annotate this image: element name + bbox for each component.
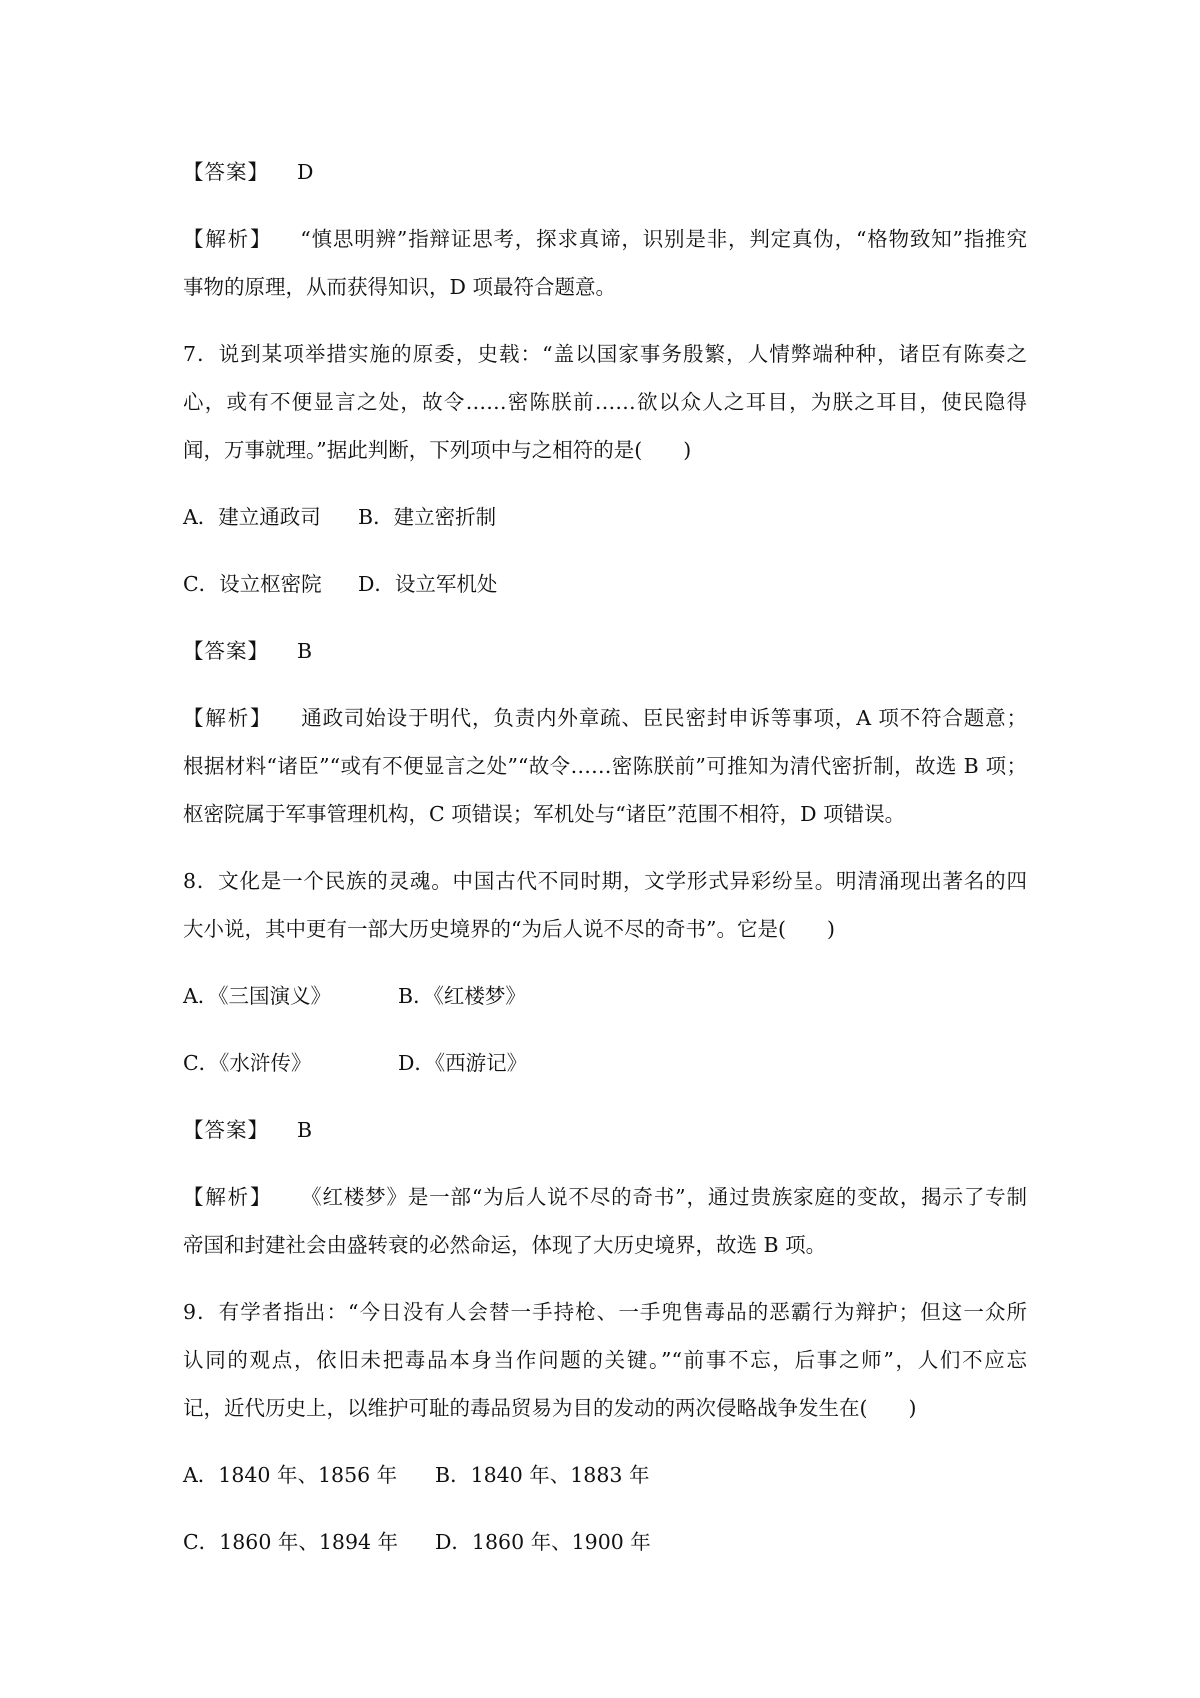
q7-analysis-line-3: 枢密院属于军事管理机构，C 项错误；军机处与“诸臣”范围不相符，D 项错误。: [183, 802, 906, 826]
q9-option-c: C．1860 年、1894 年: [183, 1530, 399, 1554]
q7-analysis-line-1: 【解析】 通政司始设于明代，负责内外章疏、臣民密封申诉等事项，A 项不符合题意；: [183, 706, 1027, 730]
q9-options-row-2: [183, 1529, 651, 1555]
q7-option-d: D．设立军机处: [358, 572, 498, 596]
q8-analysis-line-1: 【解析】 《红楼梦》是一部“为后人说不尽的奇书”，通过贵族家庭的变故，揭示了专制: [183, 1185, 1027, 1209]
q6-answer: 【答案】 D: [183, 160, 314, 184]
q7-options-row-2: [183, 571, 497, 597]
q8-option-d: D．《西游记》: [398, 1051, 528, 1075]
q8-options-row-1: [183, 983, 526, 1009]
q8-stem-line-1: 8．文化是一个民族的灵魂。中国古代不同时期，文学形式异彩纷呈。明清涌现出著名的四: [183, 869, 1027, 893]
q7-stem-line-1: 7．说到某项举措实施的原委，史载：“盖以国家事务殷繁，人情弊端种种，诸臣有陈奏之: [183, 342, 1027, 366]
q7-option-c: C．设立枢密院: [183, 572, 322, 596]
q8-option-c: C．《水浒传》: [183, 1051, 312, 1075]
q8-answer: 【答案】 B: [183, 1118, 313, 1142]
q7-answer: 【答案】 B: [183, 639, 313, 663]
q8-analysis-line-2: 帝国和封建社会由盛转衰的必然命运，体现了大历史境界，故选 B 项。: [183, 1233, 827, 1257]
q7-stem-line-3: 闻，万事就理。”据此判断，下列项中与之相符的是( ): [183, 438, 692, 462]
q7-stem-line-2: 心，或有不便显言之处，故令……密陈朕前……欲以众人之耳目，为朕之耳目，使民隐得: [183, 390, 1027, 414]
q7-option-a: A．建立通政司: [183, 505, 321, 529]
q8-options-row-2: [183, 1050, 527, 1076]
q9-stem-line-3: 记，近代历史上，以维护可耻的毒品贸易为目的发动的两次侵略战争发生在( ): [183, 1396, 917, 1420]
q9-option-b: B．1840 年、1883 年: [435, 1463, 650, 1487]
q7-option-b: B．建立密折制: [358, 505, 497, 529]
q9-stem-line-1: 9．有学者指出：“今日没有人会替一手持枪、一手兜售毒品的恶霸行为辩护；但这一众所: [183, 1300, 1027, 1324]
q6-analysis-line-1: 【解析】 “慎思明辨”指辩证思考，探求真谛，识别是非，判定真伪，“格物致知”指推究: [183, 227, 1028, 251]
q9-stem-line-2: 认同的观点，依旧未把毒品本身当作问题的关键。”“前事不忘，后事之师”，人们不应忘: [183, 1348, 1027, 1372]
q8-option-a: A．《三国演义》: [183, 984, 332, 1008]
q6-analysis-line-2: 事物的原理，从而获得知识，D 项最符合题意。: [183, 275, 616, 299]
q7-analysis-line-2: 根据材料“诸臣”“或有不便显言之处”“故令……密陈朕前”可推知为清代密折制，故选 B 项；: [183, 754, 1027, 778]
q8-stem-line-2: 大小说，其中更有一部大历史境界的“为后人说不尽的奇书”。它是( ): [183, 917, 835, 941]
q9-option-a: A．1840 年、1856 年: [183, 1463, 398, 1487]
q8-option-b: B．《红楼梦》: [398, 984, 526, 1008]
q7-options-row-1: [183, 504, 496, 530]
q9-options-row-1: [183, 1462, 649, 1488]
q9-option-d: D．1860 年、1900 年: [435, 1530, 651, 1554]
